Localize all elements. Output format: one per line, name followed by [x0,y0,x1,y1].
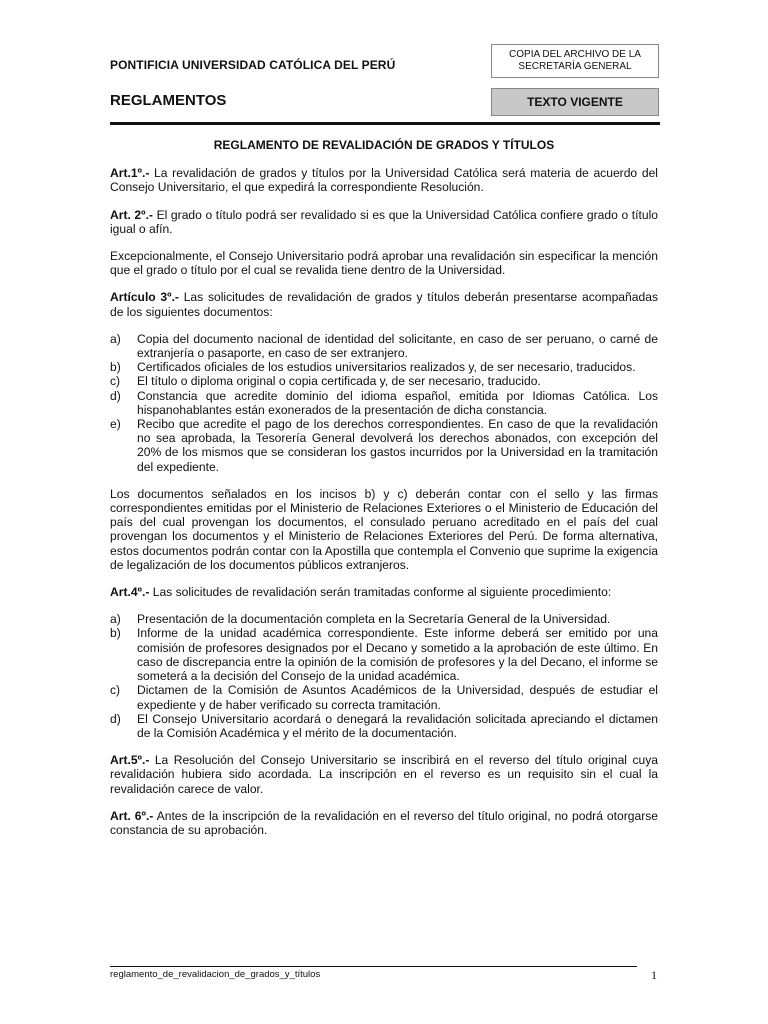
list-item-text: Constancia que acredite dominio del idioma español, emitida por Idiomas Católica. Los hispanohablantes están exonerados de la presentación de dicha constancia. [137,388,658,417]
article-6 [110,809,658,837]
article-2-label: Art. 2º.- [110,207,153,222]
list-item-text: El título o diploma original o copia certificada y, de ser necesario, traducido. [137,374,541,389]
list-item [110,712,658,740]
article-5-text: La Resolución del Consejo Universitario se inscribirá en el reverso del título original cuya revalidación hubiera sido acordada. La inscripción en el reverso es un requisito sin el cual la revalidación carece de valor. [110,753,658,796]
list-item [110,417,658,474]
list-item-letter: b) [110,626,121,641]
footer-divider [110,966,637,967]
list-item-text: Presentación de la documentación completa en la Secretaría General de la Universidad. [137,612,611,627]
archive-copy-line1: COPIA DEL ARCHIVO DE LA [509,49,641,60]
page-number: 1 [651,968,657,982]
list-item-letter: c) [110,683,121,698]
list-item-letter: c) [110,374,121,389]
status-badge: TEXTO VIGENTE [491,88,659,116]
document-body [110,138,658,850]
university-name: PONTIFICIA UNIVERSIDAD CATÓLICA DEL PERÚ [110,58,396,72]
article-6-text: Antes de la inscripción de la revalidación en el reverso del título original, no podrá otorgarse constancia de su aprobación. [110,808,659,837]
article-3-list [110,332,658,474]
article-3-text: Las solicitudes de revalidación de grados y títulos deberán presentarse acompañadas de los siguientes documentos: [110,290,658,319]
list-item-letter: b) [110,360,121,375]
list-item [110,374,658,388]
document-title: REGLAMENTO DE REVALIDACIÓN DE GRADOS Y TÍTULOS [213,138,555,152]
list-item-letter: d) [110,711,121,726]
article-4-text: Las solicitudes de revalidación serán tramitadas conforme al siguiente procedimiento: [149,585,612,600]
list-item-letter: e) [110,417,121,432]
list-item-text: El Consejo Universitario acordará o denegará la revalidación solicitada apreciando el dictamen de la Comisión Académica y el mérito de la documentación. [137,711,658,740]
article-1-text: La revalidación de grados y títulos por la Universidad Católica será materia de acuerdo del Consejo Universitario, el que expedirá la correspondiente Resolución. [110,166,658,195]
list-item-letter: d) [110,388,121,403]
article-1-label: Art.1º.- [110,166,150,181]
list-item-text: Certificados oficiales de los estudios universitarios realizados y, de ser necesario, traducidos. [137,360,636,375]
list-item [110,360,658,374]
article-3 [110,290,658,318]
article-5 [110,753,658,796]
list-item-text: Copia del documento nacional de identidad del solicitante, en caso de ser peruano, o carné de extranjería o pasaporte, en caso de ser extranjero. [137,331,658,361]
list-item-text: Dictamen de la Comisión de Asuntos Académicos de la Universidad, después de estudiar el expediente y de haber verificado su correcta tramitación. [137,683,658,712]
list-item [110,389,658,417]
list-item-letter: a) [110,612,121,627]
article-3-paragraph: Los documentos señalados en los incisos b) y c) deberán contar con el sello y las firmas correspondientes emitidas por el Ministerio de Relaciones Exteriores o el Ministerio de Educación del país del cual provengan los documentos, el consulado peruano acreditado en el país del cual provengan los documentos y el Ministerio de Relaciones Exteriores del Perú. De forma alternativa, estos documentos podrán contar con la Apostilla que contempla el Convenio que suprime la exigencia de legalización de los documentos públicos extranjeros. [110,486,658,572]
article-3-label: Artículo 3º.- [110,290,179,305]
footer-filename: reglamento_de_revalidacion_de_grados_y_títulos [110,969,321,980]
list-item-text: Recibo que acredite el pago de los derechos correspondientes. En caso de que la revalidación no sea aprobada, la Tesorería General devolverá los derechos abonados, con excepción del 20% de los mismos que se consideran los gastos incurridos por la Universidad en la tramitación del expediente. [137,417,658,474]
list-item [110,683,658,711]
list-item [110,626,658,683]
list-item [110,332,658,360]
article-2 [110,208,658,236]
list-item-letter: a) [110,331,121,346]
list-item [110,612,658,626]
document-page [110,0,660,1024]
article-4 [110,585,658,599]
article-6-label: Art. 6º.- [110,808,154,823]
list-item-text: Informe de la unidad académica correspondiente. Este informe deberá ser emitido por una comisión de profesores designados por el Decano y sometido a la aprobación de este último. En caso de discrepancia entre la opinión de la comisión de profesores y la del Decano, el informe se someterá a la decisión del Consejo de la unidad académica. [137,626,658,684]
archive-copy-line2: SECRETARÍA GENERAL [518,61,632,72]
article-4-list [110,612,658,740]
section-title: REGLAMENTOS [110,92,227,109]
header-divider [110,122,660,125]
article-4-label: Art.4º.- [110,585,150,600]
article-1 [110,166,658,194]
article-2-paragraph: Excepcionalmente, el Consejo Universitario podrá aprobar una revalidación sin especificar la mención que el grado o título por el cual se revalida tiene dentro de la Universidad. [110,249,658,278]
article-5-label: Art.5º.- [110,753,150,768]
article-2-text: El grado o título podrá ser revalidado si es que la Universidad Católica confiere grado o título igual o afín. [110,207,658,236]
archive-copy-box [491,44,659,78]
